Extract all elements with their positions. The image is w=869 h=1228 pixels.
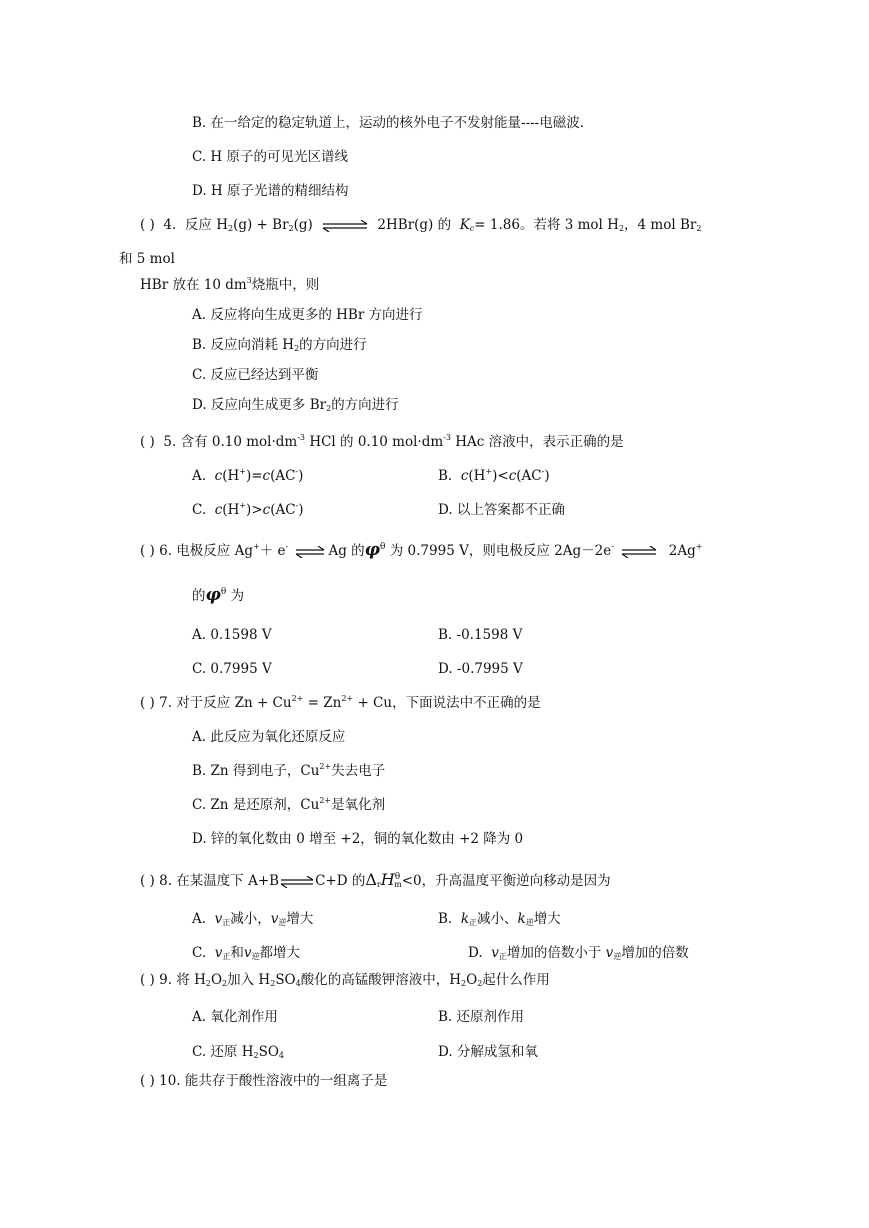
q3-option-d: D. H 原子光谱的精细结构 — [192, 183, 349, 199]
equilibrium-arrow-icon — [279, 876, 315, 888]
q10-stem: ( ) 10. 能共存于酸性溶液中的一组离子是 — [140, 1073, 388, 1089]
q9-stem: ( ) 9. 将 $H_2O_2$加入 $H_2SO_4$酸化的高锰酸钾溶液中，$H_2O_2$起什么作用 — [140, 972, 550, 988]
q5-stem: ( ) 5. 含有 0.10 $mol\cdot dm^{-3}$ HCl 的 0.10 $mol\cdot dm^{-3}$ HAc 溶液中，表示正确的是 — [140, 433, 624, 450]
q8-option-c: C. $v_正$和$v_逆$都增大 — [192, 945, 301, 961]
q5-option-d: D. 以上答案都不正确 — [438, 502, 565, 518]
q4-stem-line3: HBr 放在 10 $dm^3$烧瓶中，则 — [140, 276, 320, 293]
q4-option-b: B. 反应向消耗 $H_2$的方向进行 — [192, 337, 367, 353]
q3-option-b: B. 在一给定的稳定轨道上，运动的核外电子不发射能量----电磁波. — [192, 115, 585, 131]
q9-option-b: B. 还原剂作用 — [438, 1009, 525, 1025]
answer-blank: ( ) — [140, 217, 155, 233]
q4-stem: ( ) 4. 反应 $H_2(g) + Br_2(g)$ 2HBr(g) 的 $K_c= 1.86$。若将 3 mol $H_2$，4 mol $Br_2$ — [140, 217, 702, 233]
answer-blank: ( ) — [140, 695, 155, 711]
q8-option-b: B. $k_正$减小、$k_逆$增大 — [438, 911, 561, 927]
q5-option-a: A. c(H+)=c(AC-) — [192, 467, 304, 484]
q9-option-c: C. 还原 $H_2SO_4$ — [192, 1044, 285, 1060]
equilibrium-arrow-icon — [292, 546, 328, 558]
q5-option-c: C. c(H+)>c(AC-) — [192, 501, 304, 518]
answer-blank: ( ) — [140, 972, 155, 988]
q6-option-c: C. 0.7995 V — [192, 661, 272, 677]
answer-blank: ( ) — [140, 434, 155, 450]
q7-stem: ( ) 7. 对于反应 $Zn + Cu^{2+} = Zn^{2+} + Cu$，下面说法中不正确的是 — [140, 694, 541, 711]
q8-option-a: A. $v_正$减小，$v_逆$增大 — [192, 911, 314, 927]
equilibrium-arrow-icon — [618, 546, 660, 558]
q4-option-a: A. 反应将向生成更多的 HBr 方向进行 — [192, 307, 423, 323]
answer-blank: ( ) — [140, 543, 155, 559]
q7-option-d: D. 锌的氧化数由 0 增至 +2，铜的氧化数由 +2 降为 0 — [192, 831, 524, 847]
q4-option-d: D. 反应向生成更多 $Br_2$的方向进行 — [192, 397, 399, 413]
q3-option-c: C. H 原子的可见光区谱线 — [192, 149, 348, 165]
q6-option-b: B. -0.1598 V — [438, 627, 523, 643]
q6-option-d: D. -0.7995 V — [438, 661, 523, 677]
q4-option-c: C. 反应已经达到平衡 — [192, 367, 319, 383]
q8-stem: ( ) 8. 在某温度下 A+B C+D 的$\Delta_rH^\theta_m<0$，升高温度平衡逆向移动是因为 — [140, 870, 611, 889]
q7-option-c: C. Zn 是还原剂，$Cu^{2+}$是氧化剂 — [192, 796, 386, 813]
q9-option-d: D. 分解成氢和氧 — [438, 1044, 538, 1060]
answer-blank: ( ) — [140, 1073, 155, 1089]
q7-option-b: B. Zn 得到电子，$Cu^{2+}$失去电子 — [192, 762, 386, 779]
q9-option-a: A. 氧化剂作用 — [192, 1009, 278, 1025]
q7-option-a: A. 此反应为氧化还原反应 — [192, 729, 346, 745]
q6-option-a: A. 0.1598 V — [192, 627, 272, 643]
q4-stem-line2: 和 5 mol — [119, 251, 175, 267]
q6-stem-line2: 的$\varphi^\theta$ 为 — [192, 585, 245, 605]
q8-option-d: D. $v_正$增加的倍数小于 $v_逆$增加的倍数 — [468, 945, 689, 961]
q5-option-b: B. c(H+)<c(AC-) — [438, 467, 550, 484]
equilibrium-arrow-icon — [317, 220, 373, 232]
q6-stem: ( ) 6. 电极反应 Ag+＋ e- Ag 的$\varphi^\theta$ 为 0.7995 V，则电极反应 2Ag－2e- 2Ag+ — [140, 540, 703, 560]
answer-blank: ( ) — [140, 873, 155, 889]
